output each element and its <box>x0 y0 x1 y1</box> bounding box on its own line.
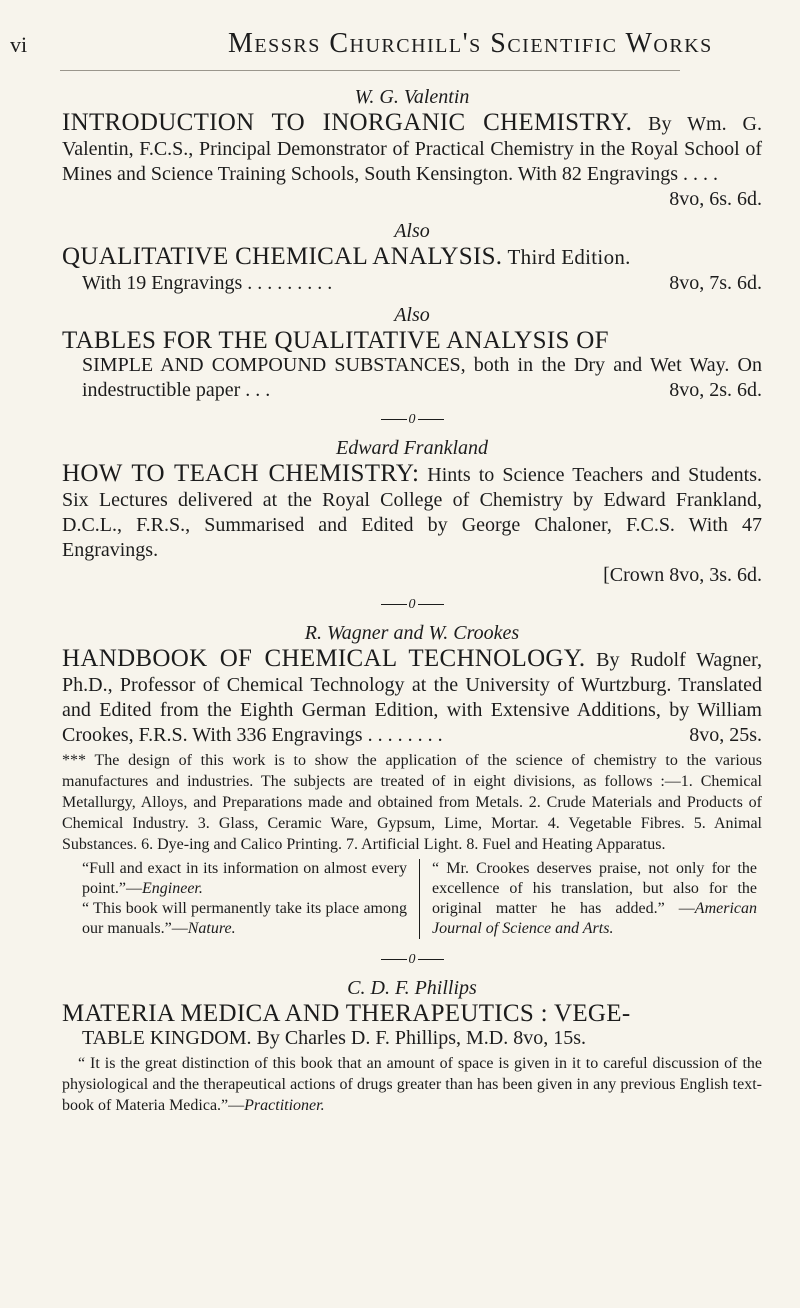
book-description: Hints to Science Teachers and Students. Six Lectures delivered at the Royal College of Chemistry by Edward Frankland, D.C.L., F.R.S., Summarised and Edited by George Chaloner, F.C.S. With 47 Engravings. <box>62 464 762 561</box>
entry-inorganic-chemistry <box>62 110 762 212</box>
book-title: QUALITATIVE CHEMICAL ANALYSIS. <box>62 243 503 270</box>
entry-qualitative-tables <box>62 328 762 403</box>
book-price: 8vo, 7s. 6d. <box>669 272 762 294</box>
running-head <box>0 10 800 60</box>
book-price: [Crown 8vo, 3s. 6d. <box>603 564 762 586</box>
review-source: Nature. <box>187 920 236 937</box>
reviews-right <box>420 859 757 939</box>
section-divider: 0 <box>62 409 762 431</box>
book-price: 8vo, 25s. <box>689 724 762 746</box>
review-quote: “ This book will permanently take its place among our manuals.”—Nature. <box>82 900 407 937</box>
book-title: TABLES FOR THE QUALITATIVE ANALYSIS OF <box>62 327 609 354</box>
review-source: American Journal of Science and Arts. <box>432 900 757 937</box>
page-number: vi <box>10 32 28 57</box>
also-label: Also <box>394 304 430 326</box>
author-wagner-crookes: R. Wagner and W. Crookes <box>304 622 520 644</box>
review-quote: “ Mr. Crookes deserves praise, not only for the excellence of his translation, but also for the original matter he has added.” —American Journal of Science and Arts. <box>432 860 757 937</box>
reviews <box>62 859 762 939</box>
section-divider: 0 <box>62 594 762 616</box>
author-valentin: W. G. Valentin <box>354 86 470 108</box>
book-edition: Third Edition. <box>502 245 631 269</box>
section-divider: 0 <box>62 949 762 971</box>
author-phillips: C. D. F. Phillips <box>347 977 477 999</box>
book-price: 8vo, 2s. 6d. <box>669 379 762 401</box>
book-title: MATERIA MEDICA AND THERAPEUTICS : VEGE- <box>62 1000 631 1027</box>
book-description: SIMPLE AND COMPOUND SUBSTANCES, both in the Dry and Wet Way. On indestructible paper . . . <box>82 354 762 401</box>
book-description: By Rudolf Wagner, Ph.D., Professor of Chemical Technology at the University of Wurtzburg. Translated and Edited from the Eighth German Edition, with Extensive Additions, by William Crookes, F.R.S. With 336 Engravings . . . . . . . . <box>62 649 762 746</box>
head-rule <box>60 70 680 71</box>
book-title: HANDBOOK OF CHEMICAL TECHNOLOGY. <box>62 645 586 672</box>
book-price: 8vo, 6s. 6d. <box>669 188 762 210</box>
book-description: TABLE KINGDOM. By Charles D. F. Phillips, M.D. 8vo, 15s. <box>82 1027 587 1049</box>
running-head-title: Messrs Churchill's Scientific Works <box>228 28 713 59</box>
review-source: Practitioner. <box>244 1097 325 1114</box>
book-title: HOW TO TEACH CHEMISTRY: <box>62 460 420 487</box>
book-note: *** The design of this work is to show the application of the science of chemistry to the various manufactures and industries. The subjects are treated of in eight divisions, as follows :—1. Chemical Metallurgy, Alloys, and Preparations made and obtained from Metals. 2. Crude Materials and Products of Chemical Industry. 3. Glass, Ceramic Ware, Gypsum, Lime, Mortar. 4. Vegetable Fibres. 5. Animal Substances. 6. Dye-ing and Calico Printing. 7. Artificial Light. 8. Fuel and Heating Apparatus. <box>62 752 762 853</box>
entry-chemical-technology <box>62 646 762 748</box>
also-label: Also <box>394 220 430 242</box>
book-description: By Wm. G. Valentin, F.C.S., Principal Demonstrator of Practical Chemistry in the Royal School of Mines and Science Training Schools, South Kensington. With 82 Engravings . . . . <box>62 113 763 185</box>
entry-qualitative-analysis <box>62 244 762 296</box>
catalog-content <box>62 82 762 1116</box>
book-review: “ It is the great distinction of this book that an amount of space is given in it to careful discussion of the physiological and the therapeutical actions of drugs greater than has been given in any previous English text-book of Materia Medica.”—Practitioner. <box>62 1055 762 1114</box>
author-frankland: Edward Frankland <box>335 437 489 459</box>
book-title: INTRODUCTION TO INORGANIC CHEMISTRY. <box>62 109 633 136</box>
book-description: With 19 Engravings . . . . . . . . . <box>82 272 333 294</box>
entry-materia-medica <box>62 1001 762 1051</box>
review-source: Engineer. <box>142 880 203 897</box>
entry-how-to-teach-chemistry <box>62 461 762 588</box>
reviews-left <box>62 859 420 939</box>
review-quote: “Full and exact in its information on almost every point.”—Engineer. <box>82 860 407 897</box>
